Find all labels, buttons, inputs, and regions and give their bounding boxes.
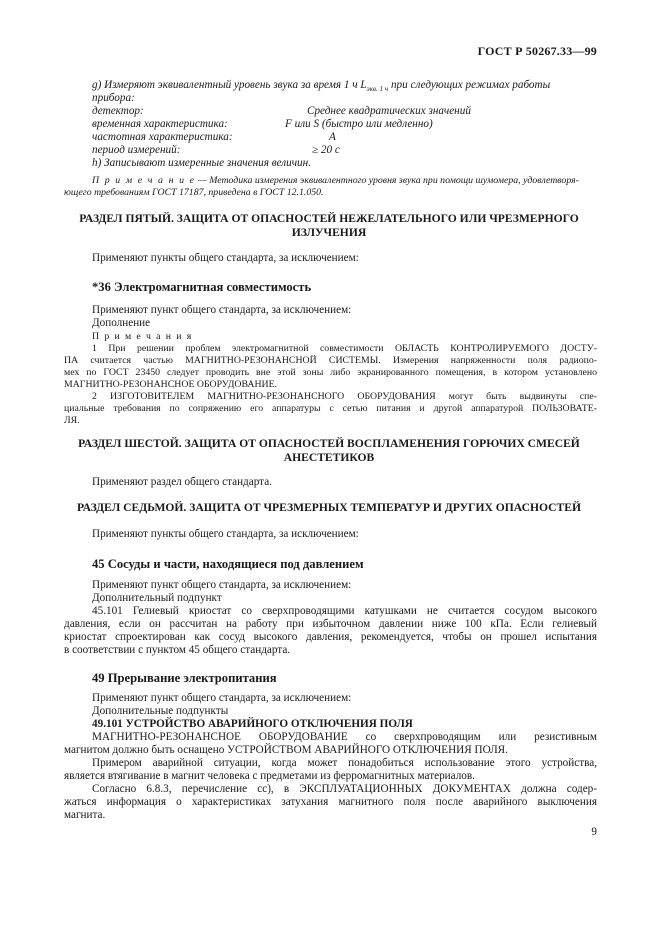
section6-intro: Применяют раздел общего стандарта. (92, 476, 272, 488)
clause36-title: *36 Электромагнитная совместимость (92, 280, 312, 294)
section6-title: РАЗДЕЛ ШЕСТОЙ. ЗАЩИТА ОТ ОПАСНОСТЕЙ ВОСПЛАМЕНЕНИЯ ГОРЮЧИХ СМЕСЕЙ АНЕСТЕТИКОВ (78, 437, 580, 464)
clause36-note2-l3: ЛЯ. (64, 415, 80, 426)
clause49-title: 49 Прерывание электропитания (92, 671, 277, 685)
clause49-p1: Применяют пункт общего стандарта, за исключением: (92, 692, 352, 704)
clause36-p1: Применяют пункт общего стандарта, за исключением: (92, 304, 352, 316)
section5-intro: Применяют пункты общего стандарта, за исключением: (92, 252, 359, 264)
param-value-period: ≥ 20 с (312, 144, 340, 156)
clause36-note1-l1: 1 При решении проблем электромагнитной совместимости ОБЛАСТЬ КОНТРОЛИРУЕМОГО ДОСТУ- (92, 343, 597, 354)
clause49-s2-l1: Примером аварийной ситуации, когда может понадобиться использование этого устройства, (92, 757, 597, 769)
clause49-s3-l1: Согласно 6.8.3, перечисление cc), в ЭКСПЛУАТАЦИОННЫХ ДОКУМЕНТАХ должна содер- (92, 783, 597, 795)
section7-title: РАЗДЕЛ СЕДЬМОЙ. ЗАЩИТА ОТ ЧРЕЗМЕРНЫХ ТЕМПЕРАТУР И ДРУГИХ ОПАСНОСТЕЙ (76, 501, 581, 514)
clause49-s3-l3: магнита. (64, 809, 106, 821)
param-value-freq: A (329, 131, 336, 143)
clause36-note1-l2: ПА считается частью МАГНИТНО-РЕЗОНАНСНОЙ СИСТЕМЫ. Измерения напряженности поля радиопо- (64, 355, 597, 366)
clause49-subtitle: 49.101 УСТРОЙСТВО АВАРИЙНОГО ОТКЛЮЧЕНИЯ ПОЛЯ (92, 718, 413, 730)
clause36-note2-l2: циальные требования по сопряжению его аппаратуры с сетью питания и другой аппаратурой ПОЛЬЗОВАТЕ- (64, 403, 597, 414)
clause45-p3-l2: давления, если он рассчитан на работу при избыточном давлении ниже 100 кПа. Если гелиевый (64, 618, 597, 630)
clause36-note1-l4: МАГНИТНО-РЕЗОНАНСНОЕ ОБОРУДОВАНИЕ. (64, 379, 278, 390)
item-h: h) Записывают измеренные значения величин. (92, 157, 311, 169)
item-g-line2: прибора: (92, 92, 135, 104)
clause45-title: 45 Сосуды и части, находящиеся под давлением (92, 557, 364, 571)
section7-intro: Применяют пункты общего стандарта, за исключением: (92, 528, 359, 540)
clause45-p3-l4: в соответствии с пунктом 45 общего стандарта. (64, 644, 291, 656)
clause36-notes-label: П р и м е ч а н и я (92, 331, 193, 342)
clause49-s1-l1: МАГНИТНО-РЕЗОНАНСНОЕ ОБОРУДОВАНИЕ со сверхпроводящим или резистивным (92, 731, 597, 743)
note-g-line1: П р и м е ч а н и е — Методика измерения эквивалентного уровня звука при помощи шумомера, удовлетворя- (92, 175, 579, 186)
item-g-line1: g) Измеряют эквивалентный уровень звука за время 1 ч $L_{экв. 1 ч}$ при следующих режимах работы (92, 79, 551, 94)
clause45-p1: Применяют пункт общего стандарта, за исключением: (92, 579, 352, 591)
document-code: ГОСТ Р 50267.33—99 (477, 44, 597, 58)
clause45-p3-l1: 45.101 Гелиевый криостат со сверхпроводящими катушками не считается сосудом высокого (92, 605, 597, 617)
param-label-period: период измерений: (92, 144, 181, 156)
section5-title: РАЗДЕЛ ПЯТЫЙ. ЗАЩИТА ОТ ОПАСНОСТЕЙ НЕЖЕЛАТЕЛЬНОГО ИЛИ ЧРЕЗМЕРНОГО ИЗЛУЧЕНИЯ (79, 212, 579, 239)
param-value-time: F или S (быстро или медленно) (285, 118, 433, 130)
param-label-freq: частотная характеристика: (92, 131, 233, 143)
clause45-p2: Дополнительный подпункт (92, 592, 222, 604)
clause49-p2: Дополнительные подпункты (92, 705, 229, 717)
clause49-s1-l2: магнитом должно быть оснащено УСТРОЙСТВОМ АВАРИЙНОГО ОТКЛЮЧЕНИЯ ПОЛЯ. (64, 744, 508, 756)
page-number: 9 (591, 826, 597, 838)
note-g-line2: ющего требованиям ГОСТ 17187, приведена в ГОСТ 12.1.050. (64, 187, 324, 198)
clause49-s3-l2: жаться информация о характеристиках затухания магнитного поля после аварийного выключения (64, 796, 597, 808)
clause36-note1-l3: мех по ГОСТ 23450 следует проводить вне этой зоны либо экранированного помещения, в котором установлено (64, 367, 597, 378)
param-value-detector: Среднее квадратических значений (307, 105, 471, 117)
clause36-note2-l1: 2 ИЗГОТОВИТЕЛЕМ МАГНИТНО-РЕЗОНАНСНОГО ОБОРУДОВАНИЯ могут быть выдвинуты спе- (92, 391, 597, 402)
clause45-p3-l3: криостат спроектирован как сосуд высокого давления, рекомендуется, чтобы он прошел испытания (64, 631, 597, 643)
param-label-time: временная характеристика: (92, 118, 228, 130)
param-label-detector: детектор: (92, 105, 144, 117)
clause49-s2-l2: является втягивание в магнит человека с предметами из ферромагнитных материалов. (64, 770, 475, 782)
clause36-p2: Дополнение (92, 317, 151, 329)
